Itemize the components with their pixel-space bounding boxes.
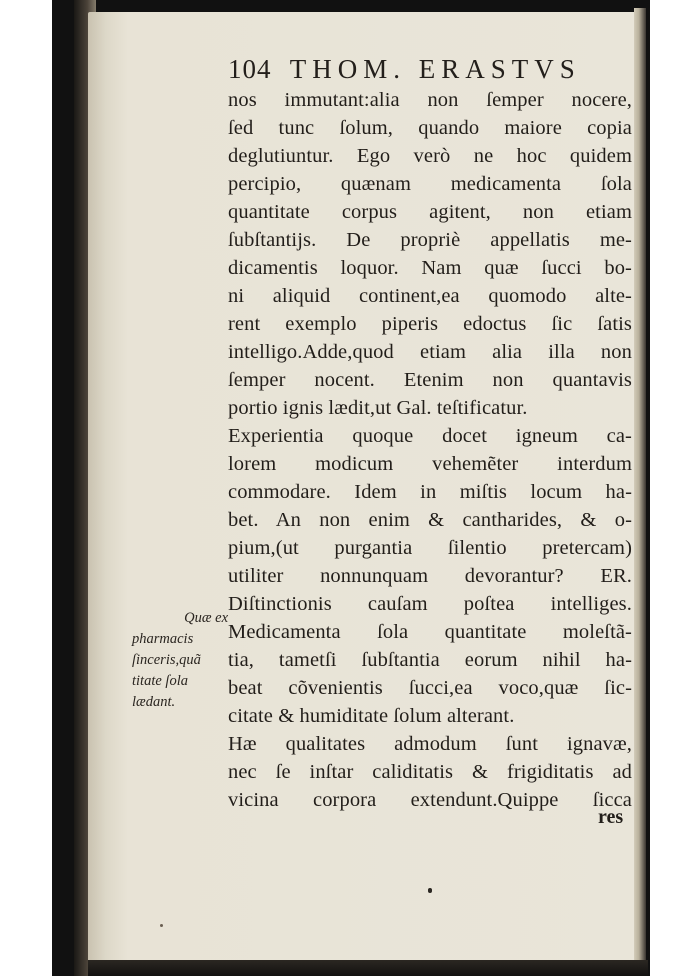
- text-line: bet. An non enim & cantharides, & o-: [228, 509, 632, 531]
- text-line: ſemper nocent. Etenim non quantavis: [228, 369, 632, 391]
- text-line: Experientia quoque docet igneum ca-: [228, 425, 632, 447]
- ink-speck: [160, 924, 163, 927]
- page-bottom-edge: [88, 960, 648, 976]
- margin-line: Quæ ex: [184, 610, 228, 626]
- text-line: percipio, quænam medicamenta ſola: [228, 173, 632, 195]
- margin-line: pharmacis: [132, 631, 194, 647]
- running-title: THOM. ERASTVS: [289, 54, 581, 84]
- text-line: ſed tunc ſolum, quando maiore copia: [228, 117, 632, 139]
- text-line: utiliter nonnunquam devorantur? ER.: [228, 565, 632, 587]
- margin-line: lædant.: [132, 694, 176, 710]
- text-line: ni aliquid continent,ea quomodo alte-: [228, 285, 632, 307]
- text-line: ſubſtantijs. De propriè appellatis me-: [228, 229, 632, 251]
- text-line: vicina corpora extendunt.Quippe ſicca: [228, 789, 632, 811]
- text-line: rent exemplo piperis edoctus ſic ſatis: [228, 313, 632, 335]
- text-line: citate & humiditate ſolum alterant.: [228, 705, 515, 727]
- margin-line: ſinceris,quã: [132, 652, 201, 668]
- margin-line: titate ſola: [132, 673, 188, 689]
- ink-speck: [428, 888, 432, 893]
- text-line: quantitate corpus agitent, non etiam: [228, 201, 632, 223]
- text-line: Hæ qualitates admodum ſunt ignavæ,: [228, 733, 632, 755]
- page-number: 104: [228, 54, 272, 84]
- text-line: portio ignis lædit,ut Gal. teſtificatur.: [228, 397, 528, 419]
- text-line: Medicamenta ſola quantitate moleſtã-: [228, 621, 632, 643]
- text-line: beat cõvenientis ſucci,ea voco,quæ ſic-: [228, 677, 632, 699]
- text-line: tia, tametſi ſubſtantia eorum nihil ha-: [228, 649, 632, 671]
- body-text: [228, 86, 638, 814]
- text-line: nos immutant:alia non ſemper nocere,: [228, 89, 632, 111]
- text-line: dicamentis loquor. Nam quæ ſucci bo-: [228, 257, 632, 279]
- text-line: deglutiuntur. Ego verò ne hoc quidem: [228, 145, 632, 167]
- text-line: Diſtinctionis cauſam poſtea intelliges.: [228, 593, 632, 615]
- text-line: lorem modicum vehemẽter interdum: [228, 453, 632, 475]
- text-line: nec ſe inſtar caliditatis & frigiditatis ad: [228, 761, 632, 783]
- marginal-note: [132, 608, 228, 713]
- text-line: commodare. Idem in miſtis locum ha-: [228, 481, 632, 503]
- text-line: intelligo.Adde,quod etiam alia illa non: [228, 341, 632, 363]
- catchword: res: [598, 806, 624, 828]
- text-line: pium,(ut purgantia ſilentio pretercam): [228, 537, 632, 559]
